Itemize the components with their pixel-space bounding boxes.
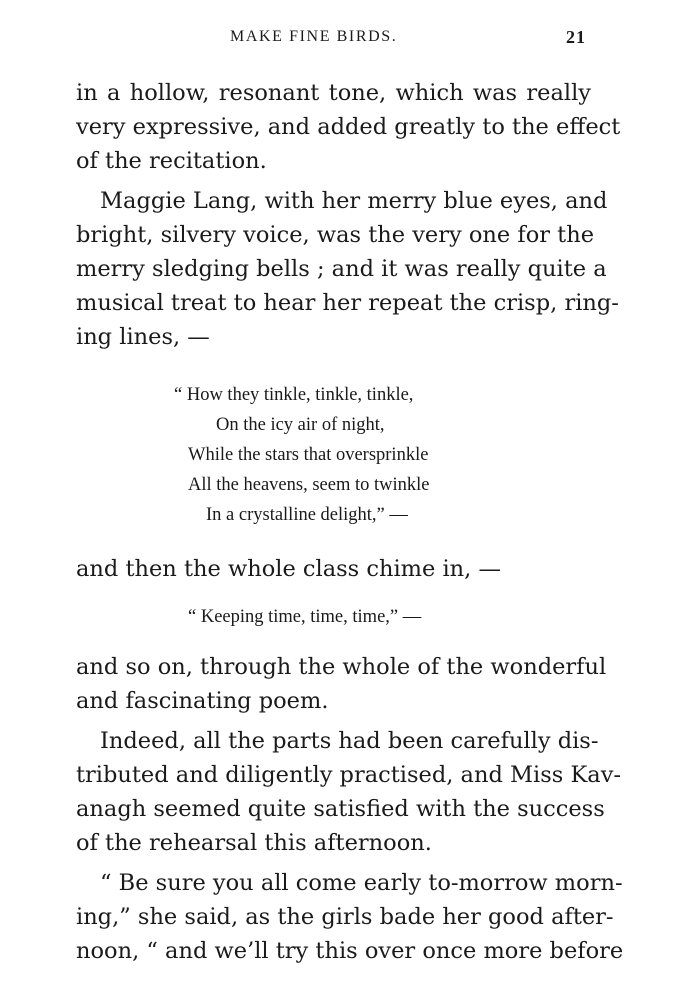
text-line: ing lines, — <box>76 324 210 350</box>
verse-line: While the stars that oversprinkle <box>188 445 429 465</box>
text-line: bright, silvery voice, was the very one for the <box>76 222 595 248</box>
verse-line: “ Keeping time, time, time,” — <box>188 607 422 627</box>
paragraph-1 <box>76 76 621 178</box>
page-header <box>0 28 674 52</box>
paragraph-2 <box>76 184 619 354</box>
page-number: 21 <box>566 27 586 47</box>
paragraph-6 <box>76 866 624 968</box>
text-line: tributed and diligently practised, and Miss Kav- <box>76 762 622 788</box>
text-line: merry sledging bells ; and it was really quite a <box>76 256 607 282</box>
text-line: of the recitation. <box>76 148 267 174</box>
running-title: MAKE FINE BIRDS. <box>230 28 398 45</box>
verse-line: “ How they tinkle, tinkle, tinkle, <box>174 385 414 405</box>
text-line: ing,” she said, as the girls bade her good after- <box>76 904 614 930</box>
text-line: of the rehearsal this afternoon. <box>76 830 432 856</box>
text-line: in a hollow, resonant tone, which was really <box>76 80 591 106</box>
text-line: musical treat to hear her repeat the crisp, ring- <box>76 290 619 316</box>
text-line: and fascinating poem. <box>76 688 329 714</box>
text-line: Indeed, all the parts had been carefully dis- <box>100 728 599 754</box>
text-line: and so on, through the whole of the wonderful <box>76 654 607 680</box>
text-line: anagh seemed quite satisfied with the success <box>76 796 605 822</box>
text-line: “ Be sure you all come early to-morrow morn- <box>100 870 623 896</box>
paragraph-3 <box>76 552 591 586</box>
body-text <box>76 76 624 968</box>
verse-line: In a crystalline delight,” — <box>206 505 408 525</box>
text-line: noon, “ and we’ll try this over once more before <box>76 938 624 964</box>
paragraph-5 <box>76 724 622 860</box>
paragraph-4 <box>76 650 607 718</box>
verse-block-1 <box>76 380 591 530</box>
verse-line: On the icy air of night, <box>216 415 385 435</box>
text-line: very expressive, and added greatly to the effect <box>76 114 621 140</box>
text-line: Maggie Lang, with her merry blue eyes, and <box>100 188 608 214</box>
verse-block-2 <box>76 602 591 632</box>
verse-line: All the heavens, seem to twinkle <box>188 475 430 495</box>
text-line: and then the whole class chime in, — <box>76 556 501 582</box>
